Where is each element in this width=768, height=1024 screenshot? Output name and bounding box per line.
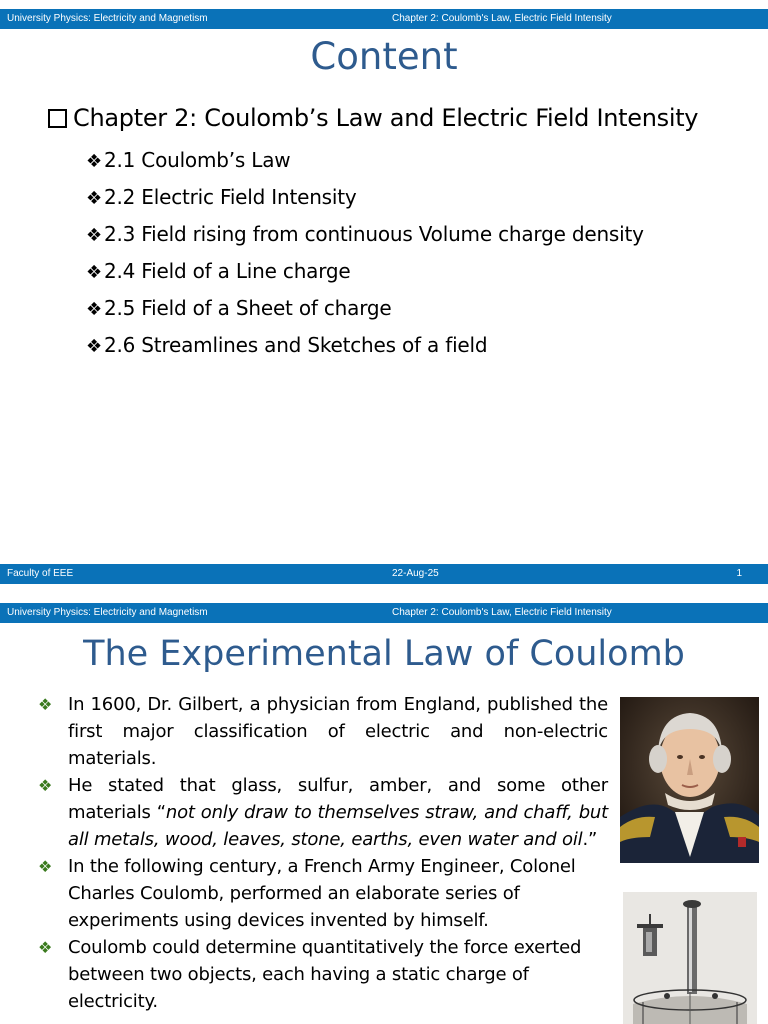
four-diamond-icon: ❖ bbox=[86, 299, 102, 320]
quote-text: not only draw to themselves straw, and chaff, but all metals, wood, leaves, stone, earths, even water and oil bbox=[68, 802, 608, 850]
toc-item-label: 2.3 Field rising from continuous Volume charge density bbox=[103, 222, 644, 246]
four-diamond-icon: ❖ bbox=[86, 151, 102, 172]
paragraph-text-end: .” bbox=[582, 829, 598, 850]
chapter-heading-text: Chapter 2: Coulomb’s Law and Electric Field Intensity bbox=[73, 104, 699, 132]
toc-item bbox=[86, 294, 644, 331]
torsion-balance-image bbox=[623, 892, 757, 1024]
toc-item bbox=[86, 257, 644, 294]
slide-2 bbox=[0, 601, 768, 1024]
footer-bar bbox=[0, 564, 768, 584]
four-diamond-icon: ❖ bbox=[38, 695, 53, 714]
header-chapter: Chapter 2: Coulomb's Law, Electric Field Intensity bbox=[392, 13, 612, 24]
paragraph-text: In 1600, Dr. Gilbert, a physician from England, published the first major classification of electric and non-electric materials. bbox=[68, 694, 608, 769]
paragraph-text: Coulomb could determine quantitatively the force exerted between two objects, each having a static charge of electricity. bbox=[68, 937, 582, 1012]
square-bullet-icon bbox=[48, 109, 67, 128]
header-bar bbox=[0, 9, 768, 29]
toc-item bbox=[86, 220, 644, 257]
chapter-heading bbox=[48, 104, 698, 132]
coulomb-portrait-image bbox=[620, 697, 759, 863]
header-chapter: Chapter 2: Coulomb's Law, Electric Field Intensity bbox=[392, 607, 612, 618]
paragraph-item bbox=[38, 853, 608, 934]
footer-page-number: 1 bbox=[736, 568, 742, 579]
footer-faculty: Faculty of EEE bbox=[7, 568, 74, 579]
toc-item-label: 2.2 Electric Field Intensity bbox=[103, 185, 357, 209]
toc-item bbox=[86, 183, 644, 220]
paragraph-text: In the following century, a French Army Engineer, Colonel Charles Coulomb, performed an elaborate series of experiments using devices invented by himself. bbox=[68, 856, 576, 931]
slide-body bbox=[38, 691, 608, 1015]
four-diamond-icon: ❖ bbox=[86, 188, 102, 209]
paragraph-item bbox=[38, 772, 608, 853]
header-bar bbox=[0, 603, 768, 623]
footer-date: 22-Aug-25 bbox=[392, 568, 439, 579]
four-diamond-icon: ❖ bbox=[38, 776, 53, 795]
toc-item bbox=[86, 331, 644, 368]
four-diamond-icon: ❖ bbox=[86, 336, 102, 357]
paragraph-item bbox=[38, 934, 608, 1015]
toc-item bbox=[86, 146, 644, 183]
toc-item-label: 2.5 Field of a Sheet of charge bbox=[103, 296, 392, 320]
paragraph-item bbox=[38, 691, 608, 772]
toc-item-label: 2.6 Streamlines and Sketches of a field bbox=[103, 333, 488, 357]
toc-item-label: 2.1 Coulomb’s Law bbox=[103, 148, 291, 172]
header-course: University Physics: Electricity and Magnetism bbox=[7, 13, 208, 24]
slide-title: The Experimental Law of Coulomb bbox=[83, 634, 685, 674]
four-diamond-icon: ❖ bbox=[38, 938, 53, 957]
header-course: University Physics: Electricity and Magnetism bbox=[7, 607, 208, 618]
slide-title: Content bbox=[310, 35, 458, 78]
four-diamond-icon: ❖ bbox=[86, 225, 102, 246]
four-diamond-icon: ❖ bbox=[86, 262, 102, 283]
paragraph-text: He stated that glass, sulfur, amber, and some other materials “ bbox=[68, 775, 608, 823]
toc-item-label: 2.4 Field of a Line charge bbox=[103, 259, 351, 283]
toc-list bbox=[86, 146, 644, 368]
slide-gap bbox=[0, 585, 768, 601]
four-diamond-icon: ❖ bbox=[38, 857, 53, 876]
